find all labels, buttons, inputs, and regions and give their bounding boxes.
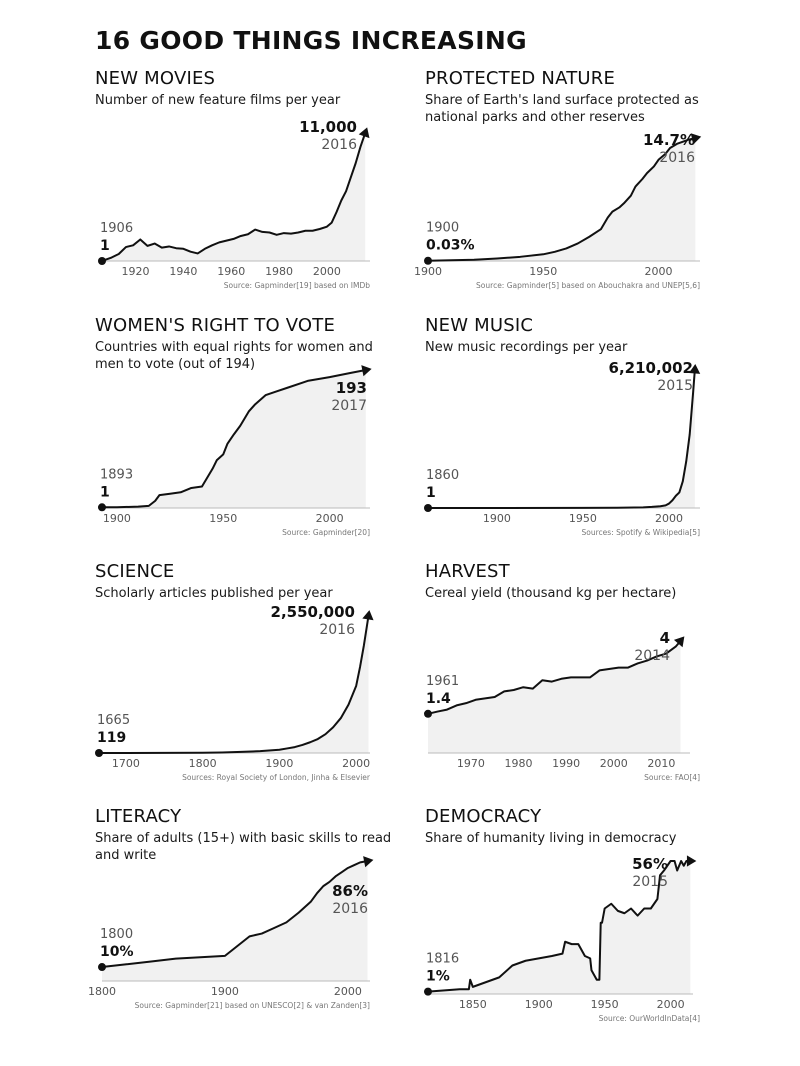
end-year-label: 2016 <box>659 150 695 166</box>
x-tick-label: 1800 <box>88 985 116 998</box>
start-dot <box>98 963 106 971</box>
x-tick-label: 1900 <box>102 512 131 525</box>
chart-title: SCIENCE <box>95 561 175 582</box>
series-area <box>428 370 695 508</box>
end-year-label: 2014 <box>634 648 670 664</box>
x-tick-label: 2000 <box>656 998 685 1011</box>
start-dot <box>424 988 432 996</box>
end-year-label: 2016 <box>332 901 368 917</box>
chart-title: LITERACY <box>95 806 182 827</box>
x-tick-label: 1980 <box>265 265 294 278</box>
start-year-label: 1800 <box>100 927 134 943</box>
end-year-label: 2016 <box>321 137 357 153</box>
chart-title: DEMOCRACY <box>425 806 542 827</box>
end-value-label: 193 <box>335 379 367 397</box>
chart-title: WOMEN'S RIGHT TO VOTE <box>95 315 336 336</box>
chart-svg <box>425 561 725 801</box>
x-tick-label: 1950 <box>529 265 558 278</box>
source-label: Source: Gapminder[20] <box>282 528 370 537</box>
chart-title: NEW MUSIC <box>425 315 534 336</box>
chart-protected-nature <box>414 68 725 308</box>
start-dot <box>424 710 432 718</box>
start-value-label: 1 <box>426 485 436 501</box>
start-dot <box>98 257 106 265</box>
x-tick-label: 1950 <box>590 998 619 1011</box>
chart-subtitle: New music recordings per year <box>425 340 628 355</box>
start-value-label: 1 <box>100 237 110 254</box>
chart-new-movies <box>95 68 395 308</box>
x-tick-label: 1970 <box>456 757 485 770</box>
chart-svg <box>425 806 725 1046</box>
x-tick-label: 1700 <box>111 757 140 770</box>
start-year-label: 1816 <box>426 951 460 967</box>
arrow-head <box>687 855 696 866</box>
start-year-label: 1961 <box>426 673 460 689</box>
arrow-head <box>362 610 373 620</box>
x-tick-label: 1900 <box>265 757 294 770</box>
x-tick-label: 1960 <box>217 265 246 278</box>
source-label: Source: Gapminder[21] based on UNESCO[2] & van Zanden[3] <box>134 1001 370 1010</box>
end-year-label: 2017 <box>331 398 367 414</box>
source-label: Source: Gapminder[19] based on IMDb <box>223 281 370 290</box>
chart-title: NEW MOVIES <box>95 68 216 89</box>
start-value-label: 10% <box>100 944 134 961</box>
series-area <box>102 370 366 508</box>
chart-subtitle: Scholarly articles published per year <box>95 586 333 601</box>
x-tick-label: 1800 <box>188 757 217 770</box>
x-tick-label: 2000 <box>333 985 362 998</box>
chart-subtitle: Share of adults (15+) with basic skills to read and write <box>95 831 392 863</box>
x-tick-label: 1950 <box>209 512 238 525</box>
end-value-label: 11,000 <box>299 118 357 136</box>
chart-subtitle: Countries with equal rights for women and men to vote (out of 194) <box>95 340 373 372</box>
chart-svg <box>425 315 725 555</box>
end-value-label: 86% <box>332 882 368 900</box>
chart-literacy <box>88 806 395 1046</box>
x-tick-label: 2000 <box>312 265 341 278</box>
start-value-label: 1 <box>100 484 110 501</box>
start-year-label: 1665 <box>97 712 131 728</box>
x-tick-label: 2000 <box>315 512 344 525</box>
end-value-label: 2,550,000 <box>270 603 355 621</box>
start-dot <box>424 504 432 512</box>
source-label: Source: Gapminder[5] based on Abouchakra and UNEP[5,6] <box>476 281 700 290</box>
chart-subtitle: Cereal yield (thousand kg per hectare) <box>425 586 677 601</box>
start-value-label: 119 <box>97 729 127 746</box>
x-tick-label: 1900 <box>482 512 511 525</box>
start-dot <box>95 749 103 757</box>
chart-svg <box>95 315 395 555</box>
chart-svg <box>414 68 725 308</box>
start-value-label: 0.03% <box>426 237 475 254</box>
start-year-label: 1906 <box>100 220 134 236</box>
x-tick-label: 1850 <box>458 998 487 1011</box>
source-label: Source: FAO[4] <box>644 773 700 782</box>
source-label: Sources: Spotify & Wikipedia[5] <box>581 528 700 537</box>
series-line <box>428 370 695 508</box>
end-value-label: 14.7% <box>642 131 695 149</box>
start-year-label: 1900 <box>426 220 460 236</box>
chart-harvest <box>425 561 725 801</box>
x-tick-label: 1950 <box>568 512 597 525</box>
x-tick-label: 1980 <box>504 757 533 770</box>
end-year-label: 2015 <box>657 378 693 394</box>
chart-svg <box>95 561 395 801</box>
start-year-label: 1893 <box>100 467 134 483</box>
end-year-label: 2016 <box>319 622 355 638</box>
start-year-label: 1860 <box>426 468 460 483</box>
chart-subtitle: Number of new feature films per year <box>95 93 341 108</box>
chart-womens-vote <box>95 315 395 555</box>
x-tick-label: 1900 <box>414 265 442 278</box>
x-tick-label: 1900 <box>210 985 239 998</box>
source-label: Source: OurWorldInData[4] <box>598 1014 700 1023</box>
start-dot <box>424 257 432 265</box>
start-value-label: 1% <box>426 968 450 985</box>
start-value-label: 1.4 <box>426 690 451 707</box>
end-value-label: 6,210,002 <box>608 359 693 377</box>
chart-title: HARVEST <box>425 561 510 582</box>
x-tick-label: 2010 <box>647 757 676 770</box>
end-value-label: 56% <box>632 855 668 873</box>
source-label: Sources: Royal Society of London, Jinha & Elsevier <box>182 773 370 782</box>
chart-science <box>95 561 395 801</box>
x-tick-label: 2000 <box>599 757 628 770</box>
x-tick-label: 2000 <box>342 757 371 770</box>
x-tick-label: 1990 <box>552 757 581 770</box>
chart-title: PROTECTED NATURE <box>425 68 616 89</box>
page-title: 16 GOOD THINGS INCREASING <box>95 26 527 55</box>
x-tick-label: 1900 <box>524 998 553 1011</box>
chart-democracy <box>425 806 725 1046</box>
x-tick-label: 1920 <box>121 265 150 278</box>
x-tick-label: 2000 <box>655 512 684 525</box>
chart-subtitle: Share of humanity living in democracy <box>425 831 677 846</box>
end-year-label: 2015 <box>632 874 668 890</box>
chart-subtitle: Share of Earth's land surface protected as national parks and other reserves <box>425 93 699 125</box>
x-tick-label: 2000 <box>644 265 673 278</box>
start-dot <box>98 503 106 511</box>
chart-new-music <box>425 315 725 555</box>
chart-svg <box>88 806 395 1046</box>
x-tick-label: 1940 <box>169 265 198 278</box>
chart-svg <box>95 68 395 308</box>
end-value-label: 4 <box>659 629 670 647</box>
